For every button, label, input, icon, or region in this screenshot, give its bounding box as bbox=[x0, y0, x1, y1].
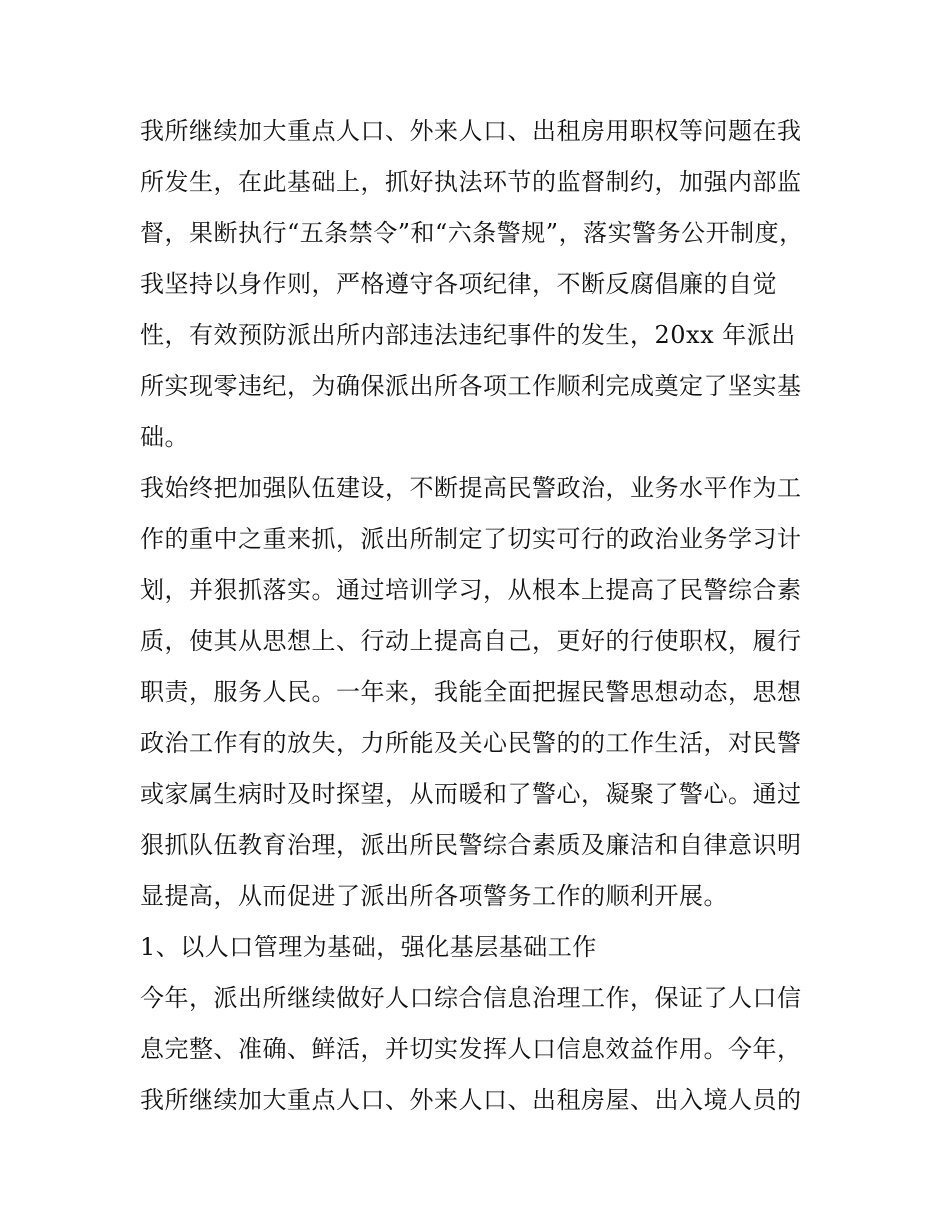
text-line: 础。 bbox=[140, 423, 189, 451]
text-line: 我所继续加大重点人口、外来人口、出租房用职权等问题在我 bbox=[140, 117, 802, 145]
text-line: 所实现零违纪，为确保派出所各项工作顺利完成奠定了坚实基 bbox=[140, 372, 802, 400]
text-line: 我所继续加大重点人口、外来人口、出租房屋、出入境人员的 bbox=[140, 1086, 802, 1114]
text-line: 性，有效预防派出所内部违法违纪事件的发生，20xx 年派出 bbox=[140, 321, 796, 349]
text-line: 息完整、准确、鲜活，并切实发挥人口信息效益作用。今年， bbox=[140, 1035, 802, 1063]
text-line: 职责，服务人民。一年来，我能全面把握民警思想动态，思想 bbox=[140, 678, 802, 706]
text-line: 划，并狠抓落实。通过培训学习，从根本上提高了民警综合素 bbox=[140, 576, 802, 604]
text-line: 今年，派出所继续做好人口综合信息治理工作，保证了人口信 bbox=[140, 984, 802, 1012]
text-line: 狠抓队伍教育治理，派出所民警综合素质及廉洁和自律意识明 bbox=[140, 831, 802, 859]
text-line: 督，果断执行“五条禁令”和“六条警规”，落实警务公开制度， bbox=[140, 219, 804, 247]
text-line: 所发生，在此基础上，抓好执法环节的监督制约，加强内部监 bbox=[140, 168, 802, 196]
text-line: 或家属生病时及时探望，从而暖和了警心，凝聚了警心。通过 bbox=[140, 780, 802, 808]
document-body bbox=[140, 106, 820, 1126]
text-line: 政治工作有的放失，力所能及关心民警的的工作生活，对民警 bbox=[140, 729, 802, 757]
section-heading: 1、以人口管理为基础，强化基层基础工作 bbox=[140, 933, 597, 961]
text-line: 作的重中之重来抓，派出所制定了切实可行的政治业务学习计 bbox=[140, 525, 802, 553]
text-line: 显提高，从而促进了派出所各项警务工作的顺利开展。 bbox=[140, 882, 728, 910]
text-line: 我坚持以身作则，严格遵守各项纪律，不断反腐倡廉的自觉 bbox=[140, 270, 777, 298]
text-line: 质，使其从思想上、行动上提高自己，更好的行使职权，履行 bbox=[140, 627, 802, 655]
text-line: 我始终把加强队伍建设，不断提高民警政治，业务水平作为工 bbox=[140, 474, 802, 502]
